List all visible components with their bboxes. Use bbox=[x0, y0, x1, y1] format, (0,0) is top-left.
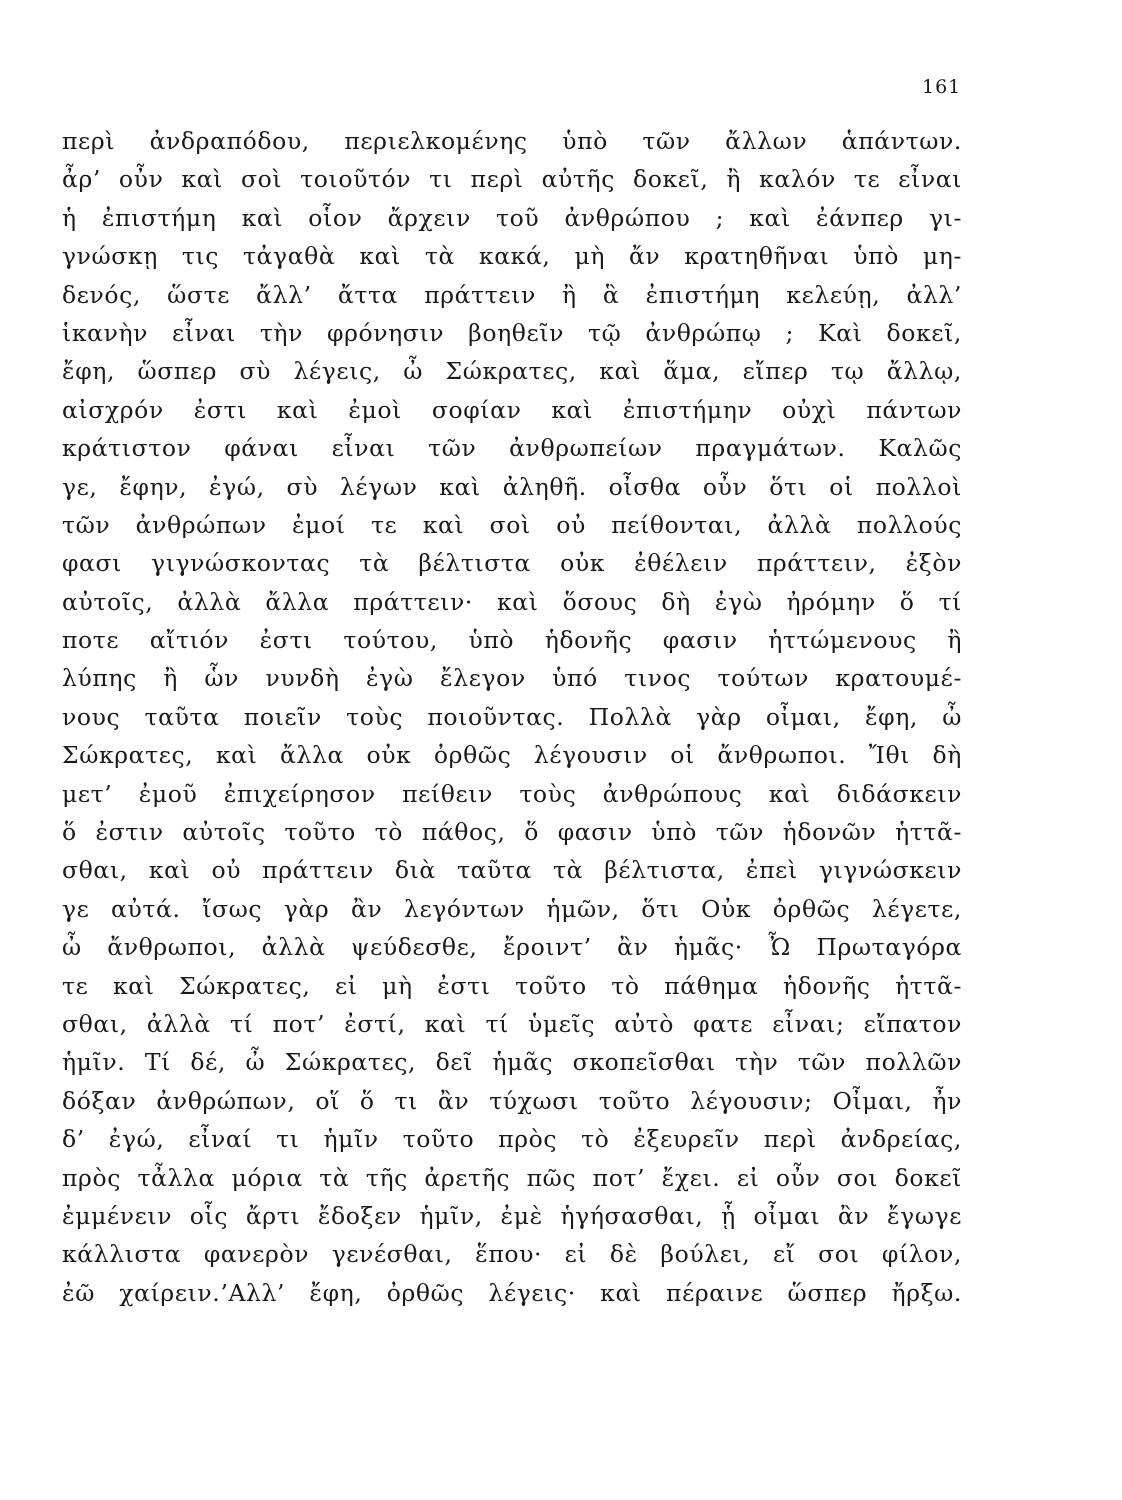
text-line: δ’ ἐγώ, εἶναί τι ἡμῖν τοῦτο πρὸς τὸ ἐξευρεῖν περὶ ἀνδρείας, bbox=[62, 1125, 962, 1154]
text-line: αἰσχρόν ἐστι καὶ ἐμοὶ σοφίαν καὶ ἐπιστήμην οὐχὶ πάντων bbox=[62, 395, 962, 424]
text-line: ὦ ἄνθρωποι, ἀλλὰ ψεύδεσθε, ἔροιντ’ ἂν ἡμᾶς· Ὦ Πρωταγόρα bbox=[62, 933, 962, 962]
text-line: αὐτοῖς, ἀλλὰ ἄλλα πράττειν· καὶ ὅσους δὴ ἐγὼ ἠρόμην ὅ τί bbox=[62, 587, 962, 616]
text-line: ἆρ’ οὖν καὶ σοὶ τοιοῦτόν τι περὶ αὐτῆς δοκεῖ, ἢ καλόν τε εἶναι bbox=[62, 165, 962, 194]
text-line: τῶν ἀνθρώπων ἐμοί τε καὶ σοὶ οὐ πείθονται, ἀλλὰ πολλούς bbox=[62, 510, 962, 539]
page-number: 161 bbox=[922, 76, 962, 98]
text-line: ἔφη, ὥσπερ σὺ λέγεις, ὦ Σώκρατες, καὶ ἅμα, εἴπερ τῳ ἄλλῳ, bbox=[62, 357, 962, 386]
text-line: ὅ ἐστιν αὐτοῖς τοῦτο τὸ πάθος, ὅ φασιν ὑπὸ τῶν ἡδονῶν ἡττᾶ- bbox=[62, 818, 962, 847]
text-line: γε, ἔφην, ἐγώ, σὺ λέγων καὶ ἀληθῆ. οἶσθα οὖν ὅτι οἱ πολλοὶ bbox=[62, 472, 962, 501]
text-line: ἐμμένειν οἷς ἄρτι ἔδοξεν ἡμῖν, ἐμὲ ἡγήσασθαι, ᾗ οἶμαι ἂν ἔγωγε bbox=[62, 1201, 962, 1230]
text-line: δόξαν ἀνθρώπων, οἵ ὅ τι ἂν τύχωσι τοῦτο λέγουσιν; Οἶμαι, ἦν bbox=[62, 1086, 962, 1115]
text-line: κράτιστον φάναι εἶναι τῶν ἀνθρωπείων πραγμάτων. Καλῶς bbox=[62, 434, 962, 463]
text-line: μετ’ ἐμοῦ ἐπιχείρησον πείθειν τοὺς ἀνθρώπους καὶ διδάσκειν bbox=[62, 779, 962, 808]
text-line: λύπης ἢ ὧν νυνδὴ ἐγὼ ἔλεγον ὑπό τινος τούτων κρατουμέ- bbox=[62, 664, 962, 693]
text-line: ἡμῖν. Τί δέ, ὦ Σώκρατες, δεῖ ἡμᾶς σκοπεῖσθαι τὴν τῶν πολλῶν bbox=[62, 1048, 962, 1077]
text-line: σθαι, ἀλλὰ τί ποτ’ ἐστί, καὶ τί ὑμεῖς αὐτὸ φατε εἶναι; εἴπατον bbox=[62, 1009, 962, 1038]
text-line: πρὸς τἆλλα μόρια τὰ τῆς ἀρετῆς πῶς ποτ’ ἔχει. εἰ οὖν σοι δοκεῖ bbox=[62, 1163, 962, 1192]
text-line: τε καὶ Σώκρατες, εἰ μὴ ἐστι τοῦτο τὸ πάθημα ἡδονῆς ἡττᾶ- bbox=[62, 971, 962, 1000]
text-line: σθαι, καὶ οὐ πράττειν διὰ ταῦτα τὰ βέλτιστα, ἐπεὶ γιγνώσκειν bbox=[62, 856, 962, 885]
text-line: δενός, ὥστε ἄλλ’ ἄττα πράττειν ἢ ἃ ἐπιστήμη κελεύῃ, ἀλλ’ bbox=[62, 280, 962, 309]
text-line: Σώκρατες, καὶ ἄλλα οὐκ ὀρθῶς λέγουσιν οἱ ἄνθρωποι. Ἴθι δὴ bbox=[62, 741, 962, 770]
text-line: φασι γιγνώσκοντας τὰ βέλτιστα οὐκ ἐθέλειν πράττειν, ἐξὸν bbox=[62, 549, 962, 578]
text-line: γνώσκῃ τις τἀγαθὰ καὶ τὰ κακά, μὴ ἄν κρατηθῆναι ὑπὸ μη- bbox=[62, 242, 962, 271]
text-line: γε αὐτά. ἴσως γὰρ ἂν λεγόντων ἡμῶν, ὅτι Οὐκ ὀρθῶς λέγετε, bbox=[62, 894, 962, 923]
text-line: ἡ ἐπιστήμη καὶ οἷον ἄρχειν τοῦ ἀνθρώπου ; καὶ ἐάνπερ γι- bbox=[62, 203, 962, 232]
page-text-block bbox=[62, 122, 962, 1312]
text-line: ἱκανὴν εἶναι τὴν φρόνησιν βοηθεῖν τῷ ἀνθρώπῳ ; Καὶ δοκεῖ, bbox=[62, 318, 962, 347]
text-line: κάλλιστα φανερὸν γενέσθαι, ἕπου· εἰ δὲ βούλει, εἴ σοι φίλον, bbox=[62, 1240, 962, 1269]
text-line: νους ταῦτα ποιεῖν τοὺς ποιοῦντας. Πολλὰ γὰρ οἶμαι, ἔφη, ὦ bbox=[62, 702, 962, 731]
text-line: ποτε αἴτιόν ἐστι τούτου, ὑπὸ ἡδονῆς φασιν ἡττώμενους ἢ bbox=[62, 626, 962, 655]
text-line: περὶ ἀνδραπόδου, περιελκομένης ὑπὸ τῶν ἄλλων ἁπάντων. bbox=[62, 127, 962, 155]
text-line: ἐῶ χαίρειν.’Αλλ’ ἔφη, ὀρθῶς λέγεις· καὶ πέραινε ὥσπερ ἤρξω. bbox=[62, 1278, 962, 1307]
